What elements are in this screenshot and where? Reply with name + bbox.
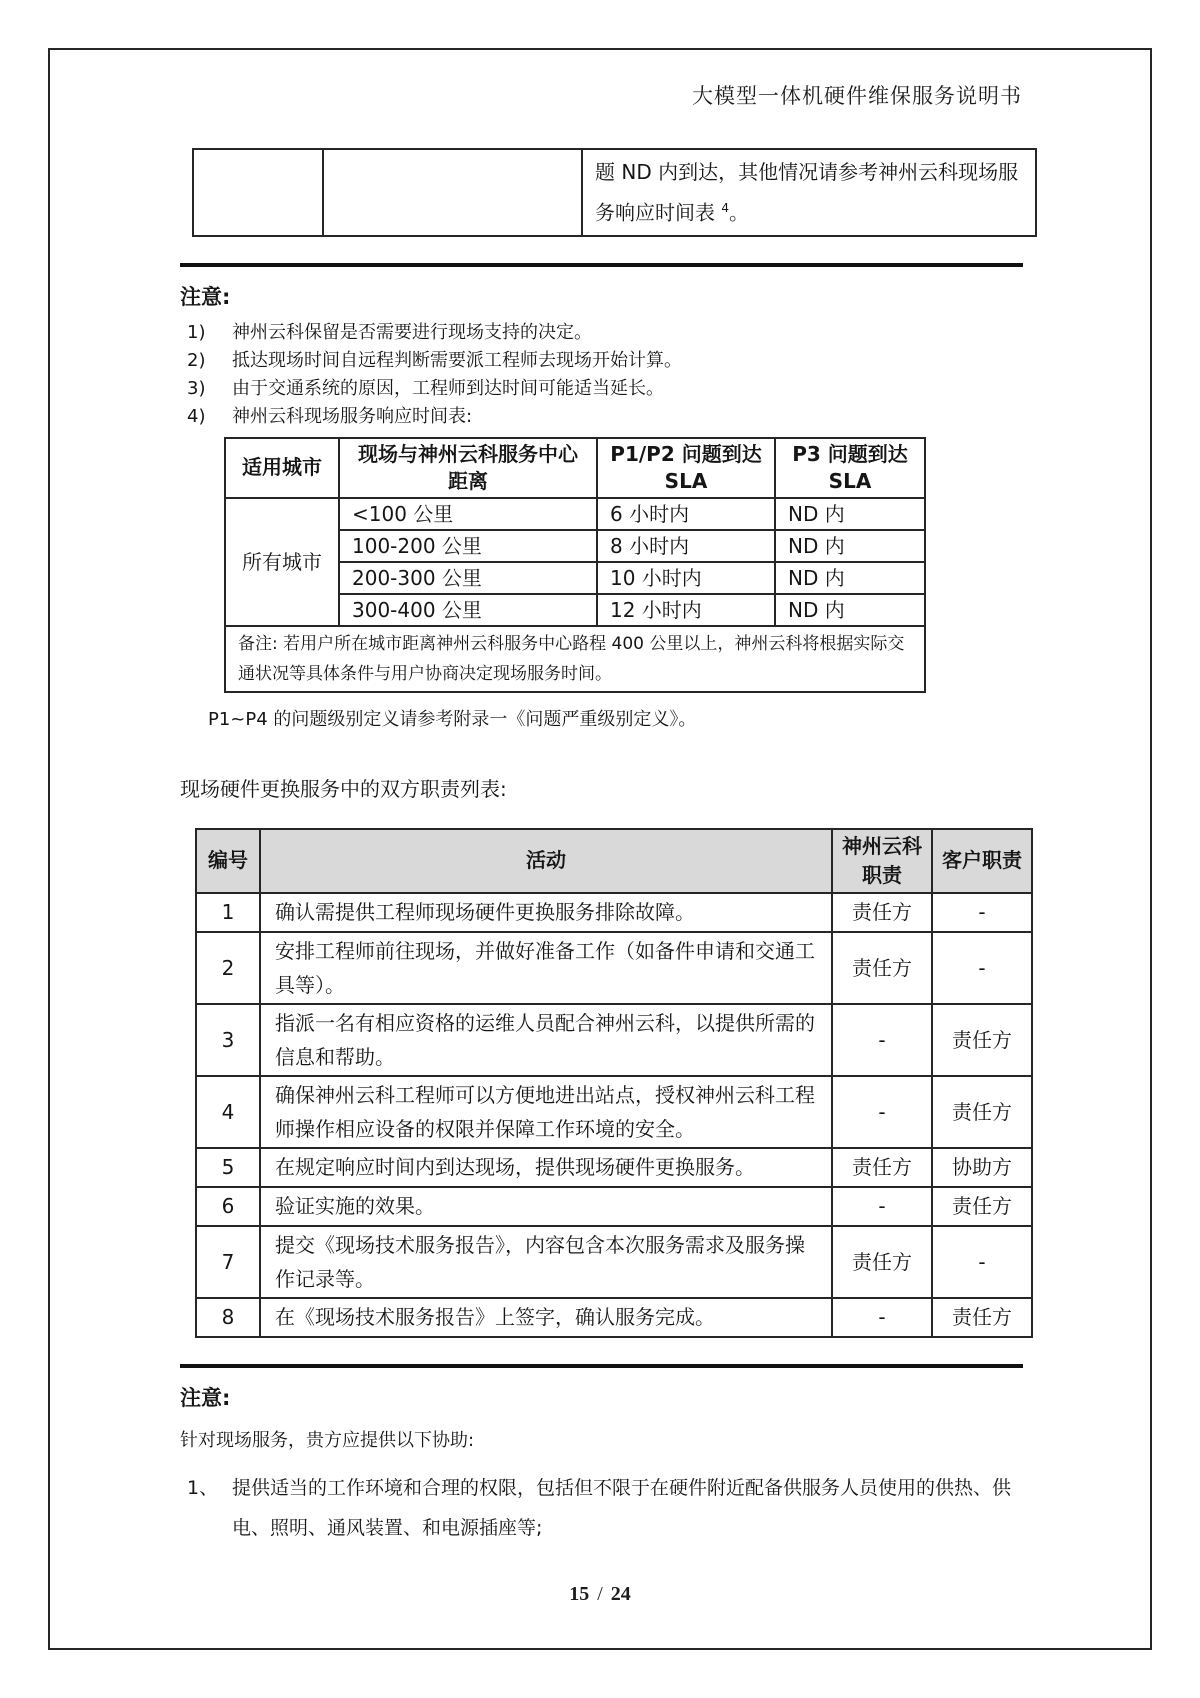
footnote-ref-4: 4 [721,201,729,215]
resp-header-no: 编号 [196,829,260,893]
continuation-note-period: 。 [729,200,749,225]
sla-p12-cell: 6 小时内 [597,498,775,530]
table-row [196,932,1032,1004]
responsibility-section-title: 现场硬件更换服务中的双方职责列表: [180,776,507,801]
notice2-label: 注意: [180,1385,231,1410]
vendor-role-cell: - [832,1004,932,1076]
customer-role-cell: - [932,932,1032,1004]
row-number-cell: 2 [196,932,260,1004]
sla-header-p3: P3 问题到达 SLA [775,438,925,498]
activity-cell: 在规定响应时间内到达现场，提供现场硬件更换服务。 [260,1148,832,1187]
list-item-number: 1) [187,321,206,343]
customer-role-cell: 责任方 [932,1187,1032,1226]
customer-role-cell: 责任方 [932,1076,1032,1148]
resp-header-customer: 客户职责 [932,829,1032,893]
p-level-definition-note: P1~P4 的问题级别定义请参考附录一《问题严重级别定义》。 [208,708,697,730]
vendor-role-cell: 责任方 [832,893,932,932]
sla-p3-cell: ND 内 [775,562,925,594]
activity-cell: 验证实施的效果。 [260,1187,832,1226]
customer-role-cell: 协助方 [932,1148,1032,1187]
section-divider-bottom [180,1364,1023,1368]
table-row [196,1187,1032,1226]
table-row [193,149,1036,236]
page-number-total: 24 [610,1583,631,1605]
sla-header-distance: 现场与神州云科服务中心距离 [339,438,597,498]
page-number [50,1583,1150,1606]
table-row [196,1076,1032,1148]
page-number-current: 15 [569,1583,590,1605]
vendor-role-cell: - [832,1298,932,1337]
row-number-cell: 6 [196,1187,260,1226]
row-number-cell: 7 [196,1226,260,1298]
table-header-row [225,438,925,498]
table-row [196,1148,1032,1187]
row-number-cell: 8 [196,1298,260,1337]
row-number-cell: 3 [196,1004,260,1076]
activity-cell: 指派一名有相应资格的运维人员配合神州云科，以提供所需的信息和帮助。 [260,1004,832,1076]
sla-response-table [224,437,926,693]
sla-header-city: 适用城市 [225,438,339,498]
list-item-text: 由于交通系统的原因，工程师到达时间可能适当延长。 [232,377,664,399]
section-divider-top [180,263,1023,267]
list-item-text: 提供适当的工作环境和合理的权限，包括但不限于在硬件附近配备供服务人员使用的供热、供电、照明、通风装置、和电源插座等; [232,1476,1012,1539]
sla-distance-cell: 100-200 公里 [339,530,597,562]
sla-p12-cell: 8 小时内 [597,530,775,562]
sla-distance-cell: 200-300 公里 [339,562,597,594]
document-header-title: 大模型一体机硬件维保服务说明书 [692,84,1022,108]
continuation-empty-cell-1 [193,149,323,236]
sla-p3-cell: ND 内 [775,498,925,530]
row-number-cell: 4 [196,1076,260,1148]
list-item [168,1468,1034,1548]
vendor-role-cell: 责任方 [832,1226,932,1298]
notice1-list [168,319,1034,431]
table-header-row [196,829,1032,893]
list-item-text: 抵达现场时间自远程判断需要派工程师去现场开始计算。 [232,349,682,371]
resp-header-activity: 活动 [260,829,832,893]
continuation-table [192,148,1037,237]
continuation-note-text: 题 ND 内到达，其他情况请参考神州云科现场服务响应时间表 [595,160,1019,225]
row-number-cell: 1 [196,893,260,932]
notice1-label: 注意: [180,284,231,309]
list-item [168,403,1034,431]
page-content [50,80,1150,1548]
sla-p3-cell: ND 内 [775,594,925,626]
list-item-number: 4) [187,405,206,427]
activity-cell: 在《现场技术服务报告》上签字，确认服务完成。 [260,1298,832,1337]
notice2-intro: 针对现场服务，贵方应提供以下协助: [180,1429,475,1451]
responsibility-table [195,828,1033,1338]
vendor-role-cell: 责任方 [832,932,932,1004]
continuation-note-cell [582,149,1036,236]
resp-header-vendor: 神州云科职责 [832,829,932,893]
row-number-cell: 5 [196,1148,260,1187]
vendor-role-cell: 责任方 [832,1148,932,1187]
continuation-empty-cell-2 [323,149,582,236]
customer-role-cell: 责任方 [932,1298,1032,1337]
list-item [168,319,1034,347]
list-item-text: 神州云科保留是否需要进行现场支持的决定。 [232,321,592,343]
customer-role-cell: - [932,893,1032,932]
table-row [196,1226,1032,1298]
sla-p3-cell: ND 内 [775,530,925,562]
vendor-role-cell: - [832,1076,932,1148]
activity-cell: 提交《现场技术服务报告》，内容包含本次服务需求及服务操作记录等。 [260,1226,832,1298]
page-border-frame [48,48,1152,1650]
table-row [225,498,925,530]
sla-distance-cell: <100 公里 [339,498,597,530]
table-row [196,1298,1032,1337]
customer-role-cell: - [932,1226,1032,1298]
activity-cell: 确认需提供工程师现场硬件更换服务排除故障。 [260,893,832,932]
sla-city-cell: 所有城市 [225,498,339,626]
activity-cell: 确保神州云科工程师可以方便地进出站点，授权神州云科工程师操作相应设备的权限并保障工作环境的安全。 [260,1076,832,1148]
activity-cell: 安排工程师前往现场，并做好准备工作（如备件申请和交通工具等）。 [260,932,832,1004]
vendor-role-cell: - [832,1187,932,1226]
table-row [196,1004,1032,1076]
sla-p12-cell: 10 小时内 [597,562,775,594]
list-item-text: 神州云科现场服务响应时间表: [232,405,473,427]
list-item-number: 2) [187,349,206,371]
list-item [168,347,1034,375]
list-item-number: 1、 [187,1476,219,1499]
sla-distance-cell: 300-400 公里 [339,594,597,626]
sla-p12-cell: 12 小时内 [597,594,775,626]
page-number-separator: / [597,1583,603,1605]
list-item-number: 3) [187,377,206,399]
sla-header-p12: P1/P2 问题到达 SLA [597,438,775,498]
sla-remark-cell: 备注: 若用户所在城市距离神州云科服务中心路程 400 公里以上，神州云科将根据实际交通状况等具体条件与用户协商决定现场服务时间。 [225,626,925,692]
table-row [196,893,1032,932]
list-item [168,375,1034,403]
table-row [225,626,925,692]
customer-role-cell: 责任方 [932,1004,1032,1076]
